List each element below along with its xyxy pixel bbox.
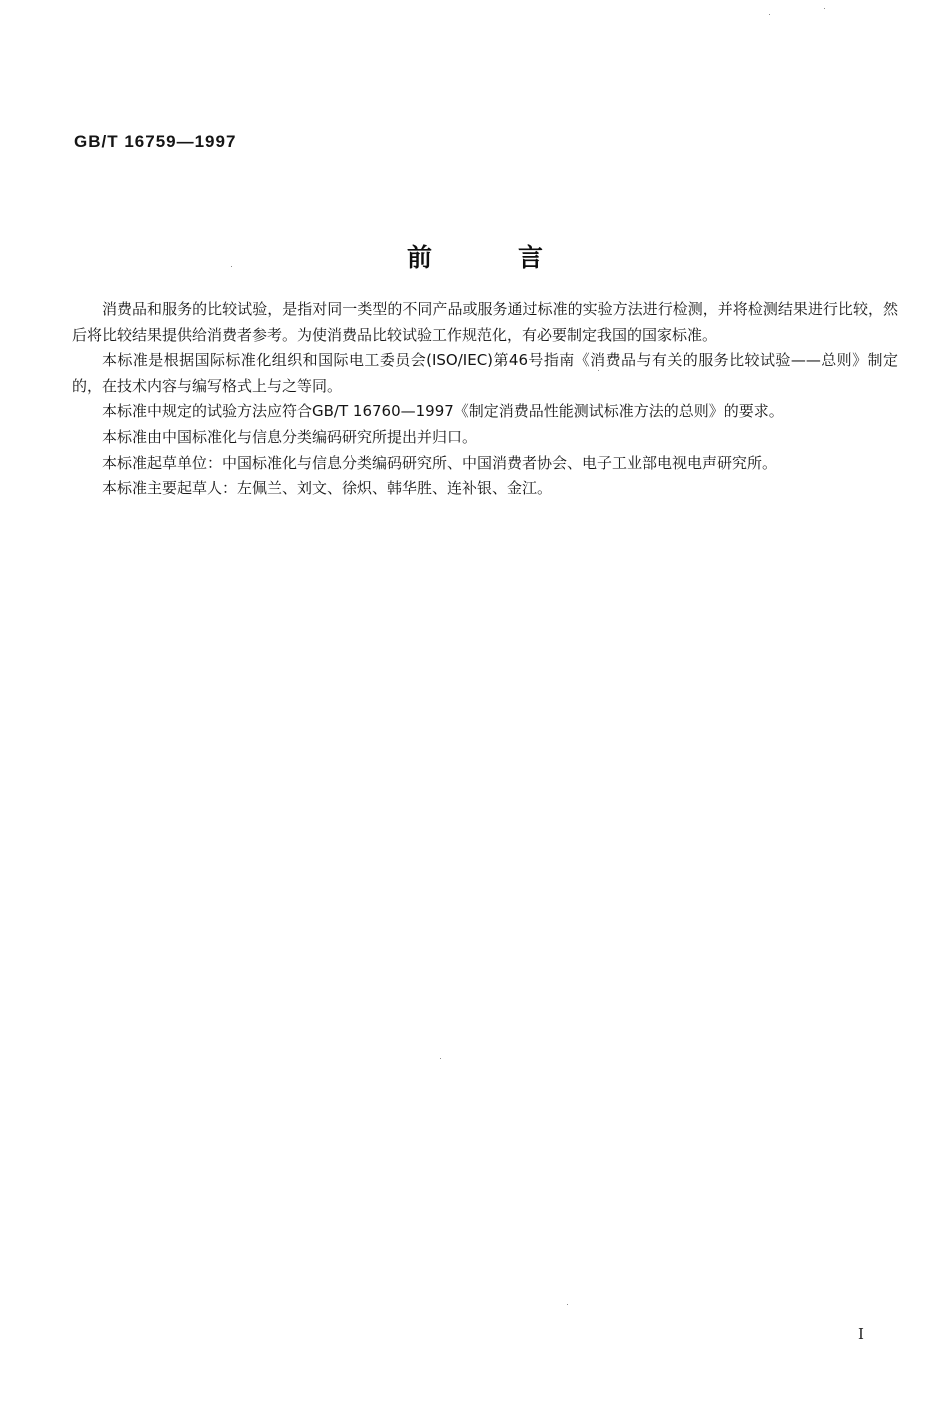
scan-speck bbox=[769, 14, 770, 15]
page-title: 前言 bbox=[406, 243, 629, 272]
paragraph-basis: 本标准是根据国际标准化组织和国际电工委员会(ISO/IEC)第46号指南《消费品与有关的服务比较试验——总则》制定的，在技术内容与编写格式上与之等同。 bbox=[72, 351, 898, 395]
paragraph-drafting-units: 本标准起草单位：中国标准化与信息分类编码研究所、中国消费者协会、电子工业部电视电声研究所。 bbox=[102, 453, 778, 472]
foreword-body bbox=[72, 297, 898, 502]
paragraph-proposer: 本标准由中国标准化与信息分类编码研究所提出并归口。 bbox=[102, 427, 478, 446]
paragraph-intro: 消费品和服务的比较试验，是指对同一类型的不同产品或服务通过标准的实验方法进行检测，并将检测结果进行比较，然后将比较结果提供给消费者参考。为使消费品比较试验工作规范化，有必要制定我国的国家标准。 bbox=[72, 300, 898, 344]
scan-speck bbox=[440, 1058, 441, 1059]
standard-code: GB/T 16759—1997 bbox=[74, 132, 237, 151]
scan-speck bbox=[598, 370, 599, 371]
scan-speck bbox=[567, 1304, 568, 1305]
scan-speck bbox=[231, 266, 232, 267]
page-number: I bbox=[858, 1325, 864, 1343]
paragraph-drafters: 本标准主要起草人：左佩兰、刘文、徐炽、韩华胜、连补银、金江。 bbox=[102, 479, 553, 498]
paragraph-test-methods: 本标准中规定的试验方法应符合GB/T 16760—1997《制定消费品性能测试标准方法的总则》的要求。 bbox=[102, 402, 784, 421]
scan-speck bbox=[824, 8, 825, 9]
